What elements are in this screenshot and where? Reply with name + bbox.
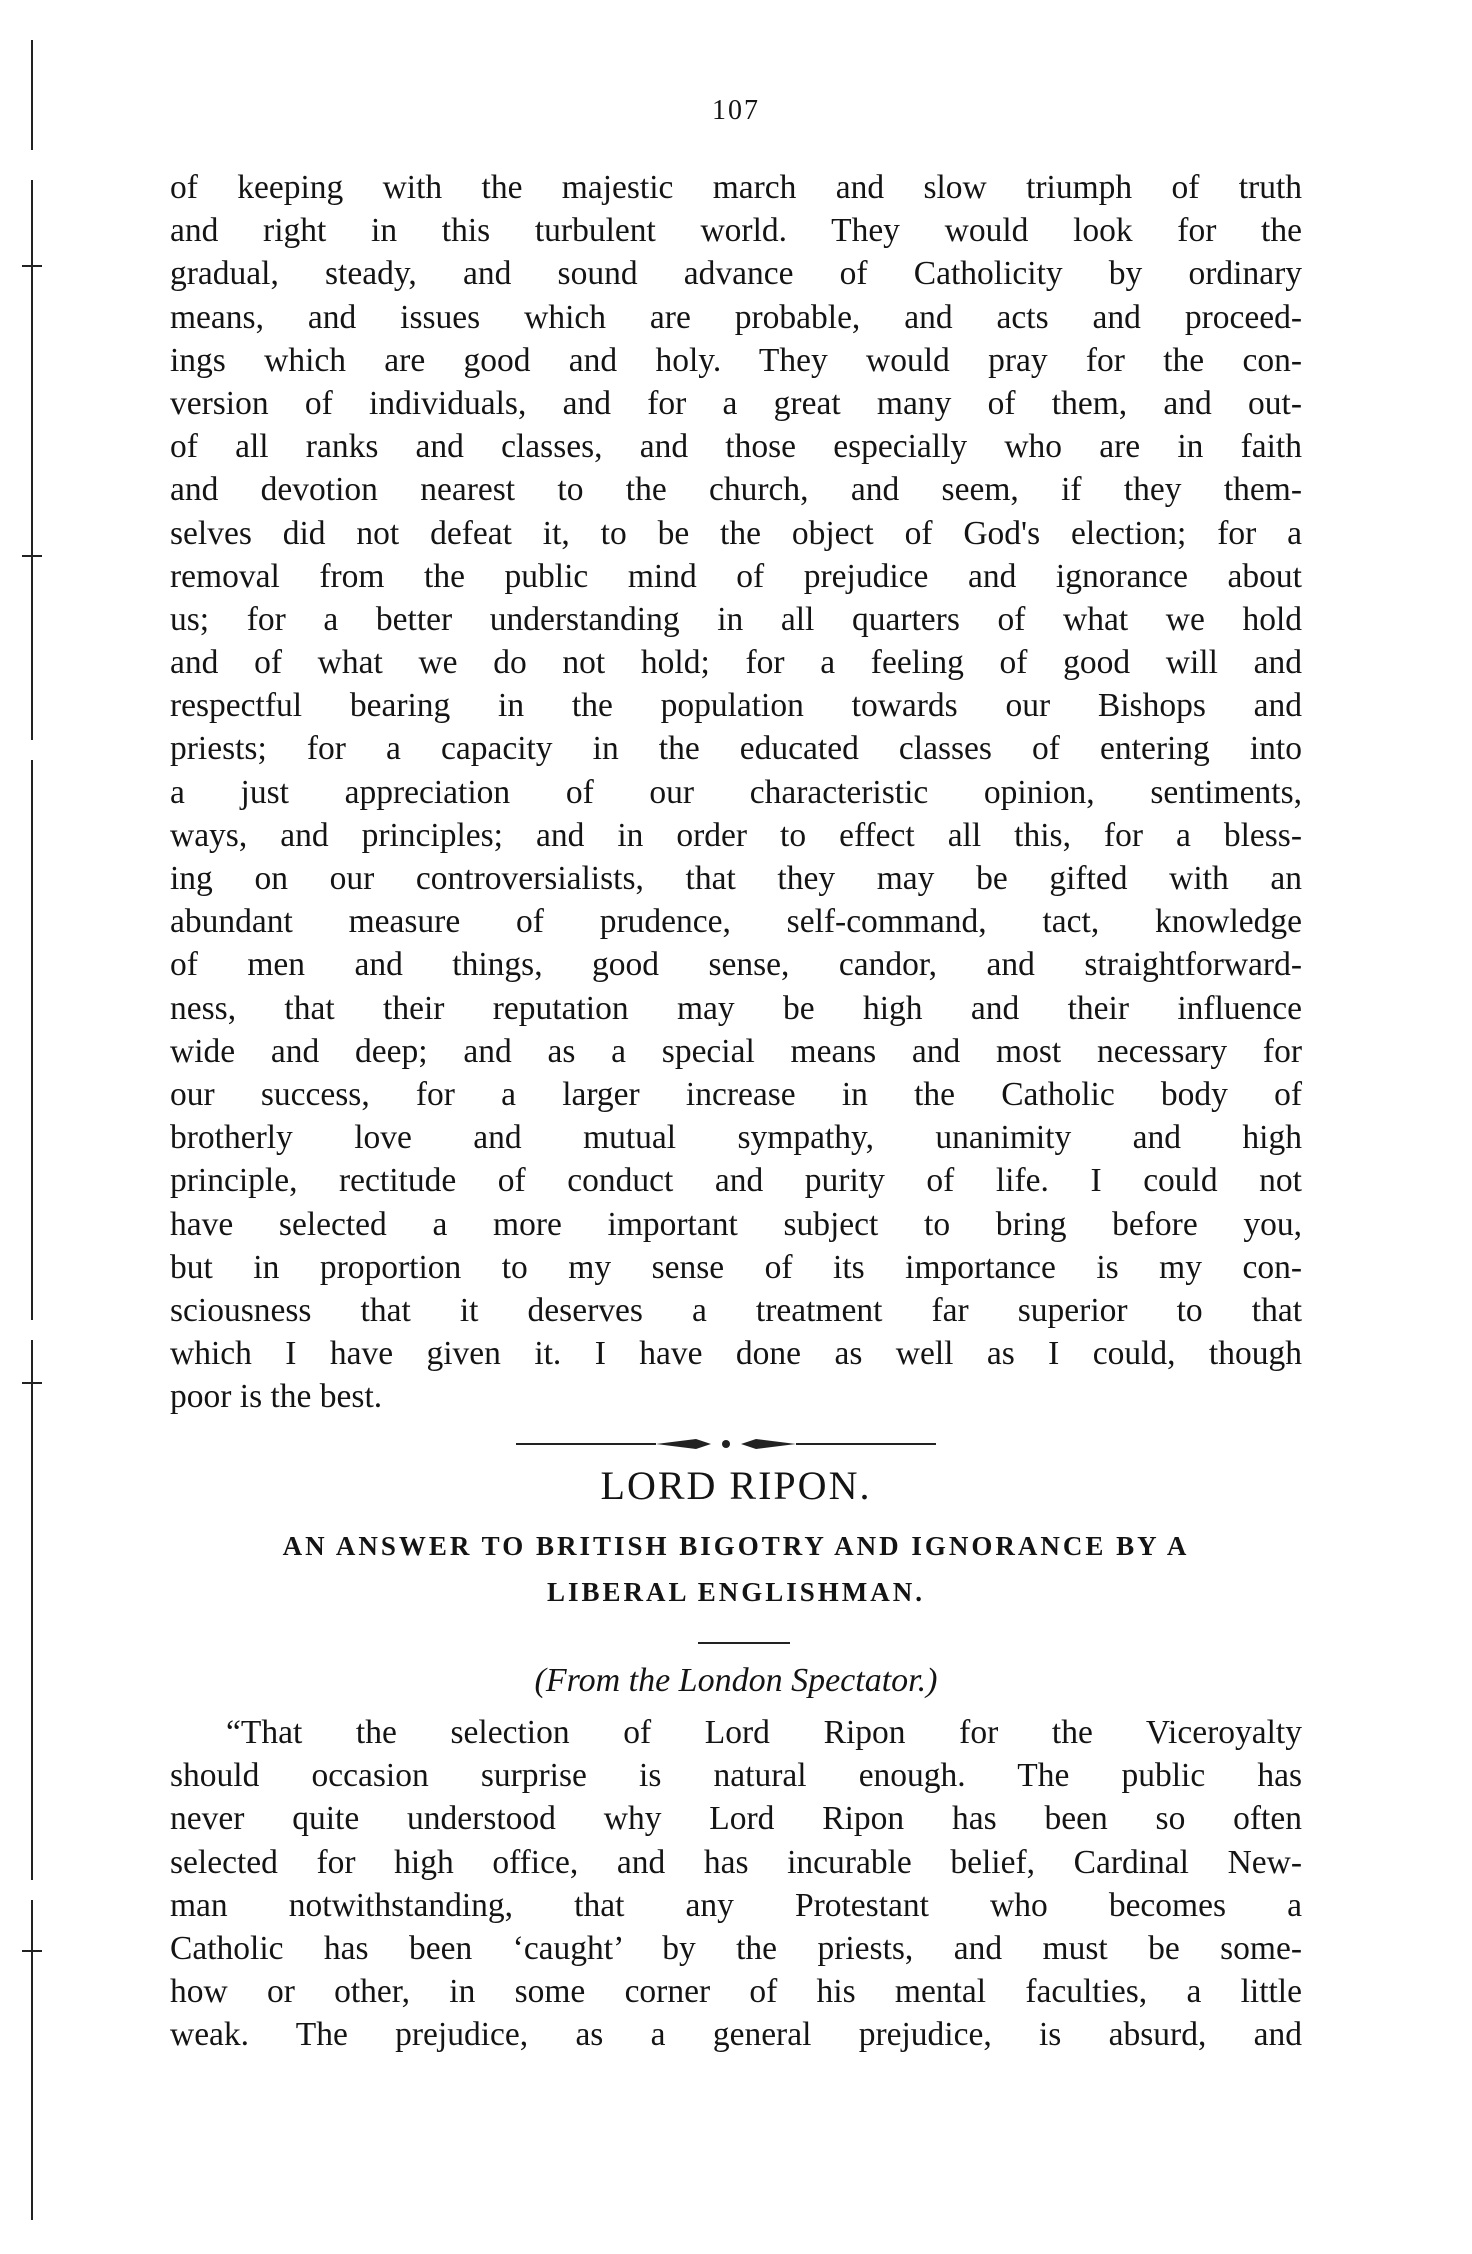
text-line: means, and issues which are probable, and acts and proceed- <box>170 298 1302 336</box>
text-line: how or other, in some corner of his mental faculties, a little <box>170 1973 1302 2011</box>
article-subtitle: LIBERAL ENGLISHMAN. <box>546 1577 926 1607</box>
body-text-block <box>170 166 1302 1418</box>
text-line: us; for a better understanding in all quarters of what we hold <box>170 600 1302 638</box>
text-line: and of what we do not hold; for a feeling of good will and <box>170 644 1302 682</box>
text-line: ings which are good and holy. They would pray for the con- <box>170 341 1302 379</box>
page-number: 107 <box>712 95 760 126</box>
text-line: never quite understood why Lord Ripon has been so often <box>170 1800 1302 1838</box>
binding-tick <box>22 1382 42 1384</box>
text-line: should occasion surprise is natural enough. The public has <box>170 1757 1302 1795</box>
binding-tick <box>22 555 42 557</box>
binding-rule <box>31 760 33 1320</box>
text-line: ing on our controversialists, that they may be gifted with an <box>170 860 1302 897</box>
binding-tick <box>22 1950 42 1952</box>
binding-tick <box>22 265 42 267</box>
binding-rule <box>31 1340 33 1880</box>
text-line: sciousness that it deserves a treatment far superior to that <box>170 1291 1302 1329</box>
text-line: “That the selection of Lord Ripon for the Viceroyalty <box>226 1714 1302 1751</box>
subtitle-rule <box>698 1642 790 1644</box>
article-subtitle: AN ANSWER TO BRITISH BIGOTRY AND IGNORANCE BY A <box>282 1531 1190 1561</box>
section-divider-ornament <box>516 1436 936 1452</box>
source-attribution: (From the London Spectator.) <box>534 1662 938 1699</box>
text-line: and right in this turbulent world. They would look for the <box>170 212 1302 250</box>
text-line: weak. The prejudice, as a general prejudice, is absurd, and <box>170 2016 1302 2054</box>
text-line: wide and deep; and as a special means and most necessary for <box>170 1032 1302 1070</box>
text-line: brotherly love and mutual sympathy, unanimity and high <box>170 1119 1302 1157</box>
text-line: of keeping with the majestic march and slow triumph of truth <box>170 169 1302 206</box>
text-line: ways, and principles; and in order to effect all this, for a bless- <box>170 816 1302 854</box>
text-line: ness, that their reputation may be high and their influence <box>170 989 1302 1027</box>
text-line: principle, rectitude of conduct and purity of life. I could not <box>170 1162 1302 1200</box>
binding-rule <box>31 1900 33 2220</box>
text-line: man notwithstanding, that any Protestant who becomes a <box>170 1886 1302 1924</box>
binding-edge <box>22 40 42 2220</box>
text-line: which I have given it. I have done as well as I could, though <box>170 1335 1302 1373</box>
text-line: gradual, steady, and sound advance of Catholicity by ordinary <box>170 255 1302 293</box>
article-body-text-block <box>170 1711 1302 2057</box>
text-line: selected for high office, and has incurable belief, Cardinal New- <box>170 1843 1302 1881</box>
text-line: Catholic has been ‘caught’ by the priests, and must be some- <box>170 1929 1302 1967</box>
text-line: abundant measure of prudence, self-command, tact, knowledge <box>170 903 1302 941</box>
text-line: of men and things, good sense, candor, and straightforward- <box>170 946 1302 984</box>
text-line: priests; for a capacity in the educated classes of entering into <box>170 730 1302 768</box>
text-line: selves did not defeat it, to be the object of God's election; for a <box>170 514 1302 552</box>
text-line: have selected a more important subject to bring before you, <box>170 1205 1302 1243</box>
text-line: version of individuals, and for a great many of them, and out- <box>170 384 1302 422</box>
binding-rule <box>31 180 33 740</box>
text-line: but in proportion to my sense of its importance is my con- <box>170 1248 1302 1286</box>
text-line: respectful bearing in the population towards our Bishops and <box>170 687 1302 725</box>
text-line: removal from the public mind of prejudice and ignorance about <box>170 557 1302 595</box>
text-line: of all ranks and classes, and those especially who are in faith <box>170 428 1302 466</box>
text-line: a just appreciation of our characteristic opinion, sentiments, <box>170 773 1302 811</box>
text-line: poor is the best. <box>170 1378 383 1416</box>
text-line: and devotion nearest to the church, and seem, if they them- <box>170 471 1302 509</box>
text-line: our success, for a larger increase in the Catholic body of <box>170 1075 1302 1113</box>
article-title: LORD RIPON. <box>600 1463 872 1508</box>
